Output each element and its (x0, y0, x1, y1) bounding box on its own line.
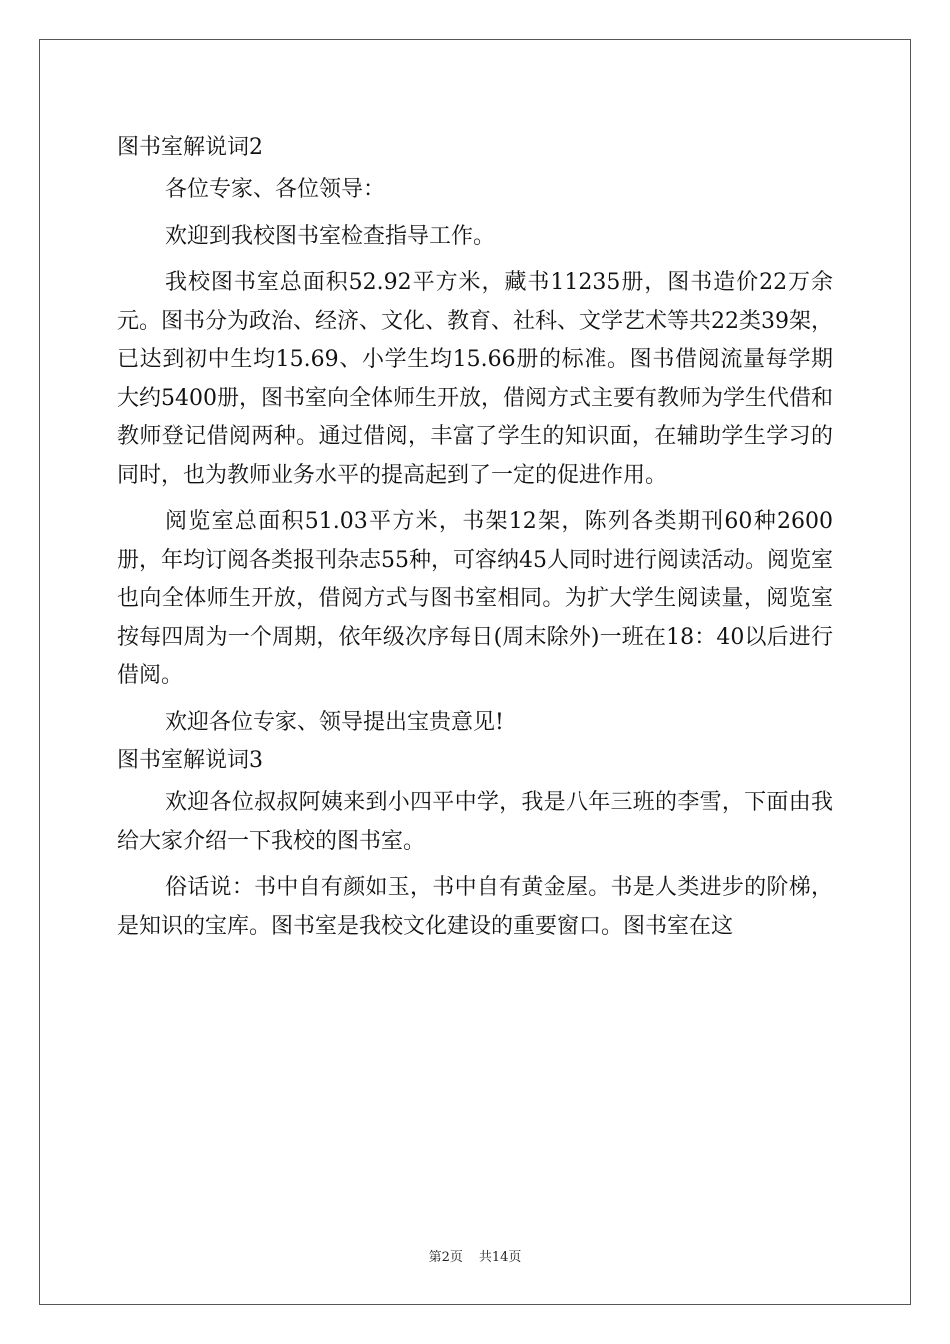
section-2 (117, 129, 833, 742)
page-footer (0, 1246, 950, 1265)
section-3 (117, 742, 833, 946)
document-body (117, 129, 833, 946)
paragraph: 各位专家、各位领导： (165, 177, 386, 202)
section-heading: 图书室解说词3 (117, 748, 263, 773)
section-heading: 图书室解说词2 (117, 135, 263, 160)
paragraph: 阅览室总面积51.03平方米，书架12架，陈列各类期刊60种2600册，年均订阅各类报刊杂志55种，可容纳45人同时进行阅读活动。阅览室也向全体师生开放，借阅方式与图书室相同。为扩大学生阅读量，阅览室按每四周为一个周期，依年级次序每日(周末除外)一班在18：40以后进行借阅。 (117, 509, 833, 688)
paragraph: 欢迎各位叔叔阿姨来到小四平中学，我是八年三班的李雪，下面由我给大家介绍一下我校的图书室。 (117, 790, 833, 854)
paragraph: 俗话说：书中自有颜如玉，书中自有黄金屋。书是人类进步的阶梯，是知识的宝库。图书室是我校文化建设的重要窗口。图书室在这 (117, 875, 833, 939)
paragraph: 欢迎到我校图书室检查指导工作。 (165, 223, 496, 249)
paragraph: 欢迎各位专家、领导提出宝贵意见! (165, 709, 504, 735)
page-number: 第2页 (428, 1250, 463, 1265)
paragraph: 我校图书室总面积52.92平方米，藏书11235册，图书造价22万余元。图书分为政治、经济、文化、教育、社科、文学艺术等共22类39架，已达到初中生均15.69、小学生均15.66册的标准。图书借阅流量每学期大约5400册，图书室向全体师生开放，借阅方式主要有教师为学生代借和教师登记借阅两种。通过借阅，丰富了学生的知识面，在辅助学生学习的同时，也为教师业务水平的提高起到了一定的促进作用。 (117, 270, 833, 488)
page-total: 共14页 (478, 1250, 522, 1265)
